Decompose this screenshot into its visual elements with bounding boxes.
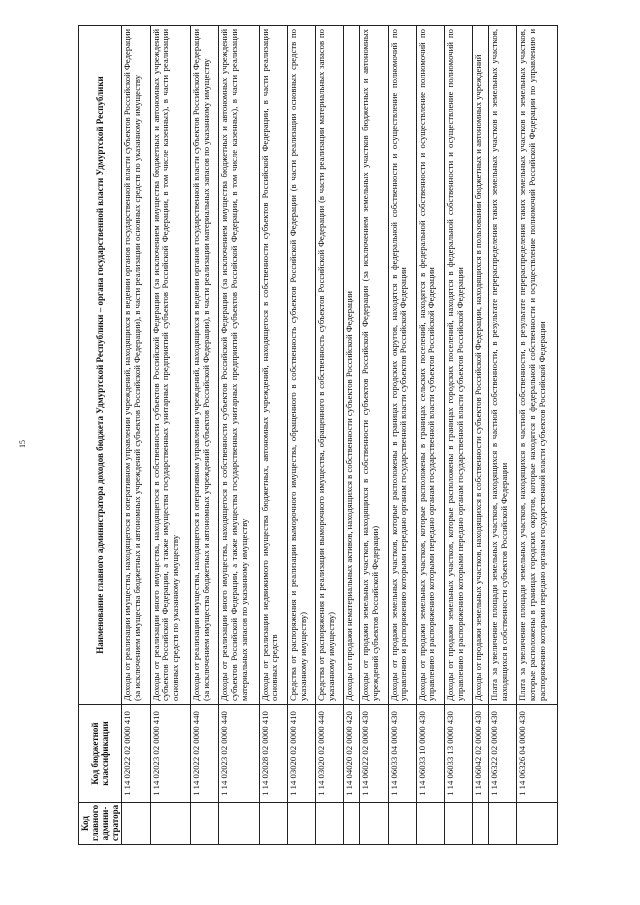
budget-code-cell: 1 14 06033 10 0000 430	[416, 705, 444, 803]
rotated-table-container	[78, 25, 558, 845]
admin-code-cell	[416, 803, 444, 845]
admin-code-cell	[444, 803, 472, 845]
table-row	[344, 26, 360, 845]
description-cell: Доходы от продажи земельных участков, которые расположены в границах городских поселений, находятся в федеральной собственности и осуществление полномочий по управлению и распоряжению которыми передано органам государственной власти субъектов Российской Федерации	[444, 26, 472, 705]
budget-code-cell: 1 14 02023 02 0000 410	[150, 705, 190, 803]
description-cell: Доходы от продажи земельных участков, которые расположены в границах сельских поселений, находятся в федеральной собственности и осуществление полномочий по управлению и распоряжению которыми передано органам государственной власти субъектов Российской Федерации	[416, 26, 444, 705]
description-cell: Доходы от реализации недвижимого имущества бюджетных, автономных учреждений, находящегося в собственности субъектов Российской Федерации, в части реализации основных средств	[259, 26, 287, 705]
table-row	[416, 26, 444, 845]
budget-code-cell: 1 14 02022 02 0000 440	[190, 705, 218, 803]
admin-code-cell	[360, 803, 388, 845]
description-cell: Доходы от продажи земельных участков, находящихся в собственности субъектов Российской Федерации, находящихся в пользовании бюджетных и автономных учреждений	[473, 26, 489, 705]
admin-code-cell	[489, 803, 517, 845]
table-row	[444, 26, 472, 845]
table-row	[489, 26, 517, 845]
admin-code-cell	[287, 803, 315, 845]
table-row	[122, 26, 150, 845]
budget-code-cell: 1 14 06033 13 0000 430	[444, 705, 472, 803]
admin-code-cell	[344, 803, 360, 845]
table-row	[259, 26, 287, 845]
description-cell: Плата за увеличение площади земельных участков, находящихся в частной собственности, в результате перераспределения таких земельных участков и земельных участков, которые расположены в границах городских округов, которые находятся в федеральной собственности и осуществление полномочий Российской Федерации по управлению и распоряжению которыми передано органам государственной власти субъектов Российской Федерации	[517, 26, 558, 705]
table-row	[360, 26, 388, 845]
budget-code-cell: 1 14 06326 04 0000 430	[517, 705, 558, 803]
admin-code-cell	[259, 803, 287, 845]
admin-code-cell	[316, 803, 344, 845]
budget-code-cell: 1 14 02023 02 0000 440	[219, 705, 259, 803]
budget-code-cell: 1 14 02022 02 0000 410	[122, 705, 150, 803]
revenue-codes-table	[78, 25, 558, 845]
description-cell: Плата за увеличение площади земельных участков, находящихся в частной собственности, в результате перераспределения таких земельных участков и земельных участков, находящихся в собственности субъектов Российской Федерации	[489, 26, 517, 705]
table-row	[517, 26, 558, 845]
table-row	[388, 26, 416, 845]
description-cell: Доходы от реализации имущества, находящегося в оперативном управлении учреждений, находящихся в ведении органов государственной власти субъектов Российской Федерации (за исключением имущества бюджетных и автономных учреждений субъектов Российской Федерации), в части реализации основных средств по указанному имуществу	[122, 26, 150, 705]
description-cell: Доходы от продажи нематериальных активов, находящихся в собственности субъектов Российской Федерации	[344, 26, 360, 705]
description-cell: Доходы от реализации иного имущества, находящегося в собственности субъектов Российской Федерации (за исключением имущества бюджетных и автономных учреждений субъектов Российской Федерации, а также имущества государственных унитарных предприятий субъектов Российской Федерации, в том числе казенных), в части реализации материальных запасов по указанному имуществу	[219, 26, 259, 705]
admin-code-cell	[122, 803, 150, 845]
description-cell: Средства от распоряжения и реализации выморочного имущества, обращенного в собственность субъектов Российской Федерации (в части реализации основных средств по указанному имуществу)	[287, 26, 315, 705]
table-body	[122, 26, 558, 845]
budget-code-cell: 1 14 06033 04 0000 430	[388, 705, 416, 803]
budget-code-cell: 1 14 03020 02 0000 440	[316, 705, 344, 803]
table-row	[219, 26, 259, 845]
description-cell: Доходы от продажи земельных участков, которые расположены в границах городских округов, находятся в федеральной собственности и осуществление полномочий по управлению и распоряжению которыми передано органам государственной власти субъектов Российской Федерации	[388, 26, 416, 705]
budget-code-cell: 1 14 02028 02 0000 410	[259, 705, 287, 803]
header-name: Наименование главного администратора доходов бюджета Удмуртской Республики – органа государственной власти Удмуртской Республики	[79, 26, 122, 705]
table-row	[473, 26, 489, 845]
budget-code-cell: 1 14 06042 02 0000 430	[473, 705, 489, 803]
header-budget-code: Код бюджетной классификации	[79, 705, 122, 803]
budget-code-cell: 1 14 06322 02 0000 430	[489, 705, 517, 803]
admin-code-cell	[190, 803, 218, 845]
admin-code-cell	[517, 803, 558, 845]
header-admin-code: Код главного админи-стратора	[79, 803, 122, 845]
budget-code-cell: 1 14 03020 02 0000 410	[287, 705, 315, 803]
table-row	[190, 26, 218, 845]
description-cell: Доходы от реализации имущества, находящегося в оперативном управлении учреждений, находящихся в ведении органов государственной власти субъектов Российской Федерации (за исключением имущества бюджетных и автономных учреждений субъектов Российской Федерации), в части реализации материальных запасов по указанному имуществу	[190, 26, 218, 705]
table-row	[287, 26, 315, 845]
admin-code-cell	[388, 803, 416, 845]
description-cell: Доходы от реализации иного имущества, находящегося в собственности субъектов Российской Федерации (за исключением имущества бюджетных и автономных учреждений субъектов Российской Федерации, а также имущества государственных унитарных предприятий субъектов Российской Федерации, в том числе казенных), в части реализации основных средств по указанному имуществу	[150, 26, 190, 705]
admin-code-cell	[473, 803, 489, 845]
admin-code-cell	[150, 803, 190, 845]
table-row	[150, 26, 190, 845]
page-number: 15	[18, 440, 27, 448]
description-cell: Средства от распоряжения и реализации выморочного имущества, обращенного в собственность субъектов Российской Федерации (в части реализации материальных запасов по указанному имуществу)	[316, 26, 344, 705]
description-cell: Доходы от продажи земельных участков, находящихся в собственности субъектов Российской Федерации (за исключением земельных участков бюджетных и автономных учреждений субъектов Российской Федерации)	[360, 26, 388, 705]
admin-code-cell	[219, 803, 259, 845]
budget-code-cell: 1 14 06022 02 0000 430	[360, 705, 388, 803]
budget-code-cell: 1 14 04020 02 0000 420	[344, 705, 360, 803]
table-row	[316, 26, 344, 845]
table-header-row	[79, 26, 122, 845]
